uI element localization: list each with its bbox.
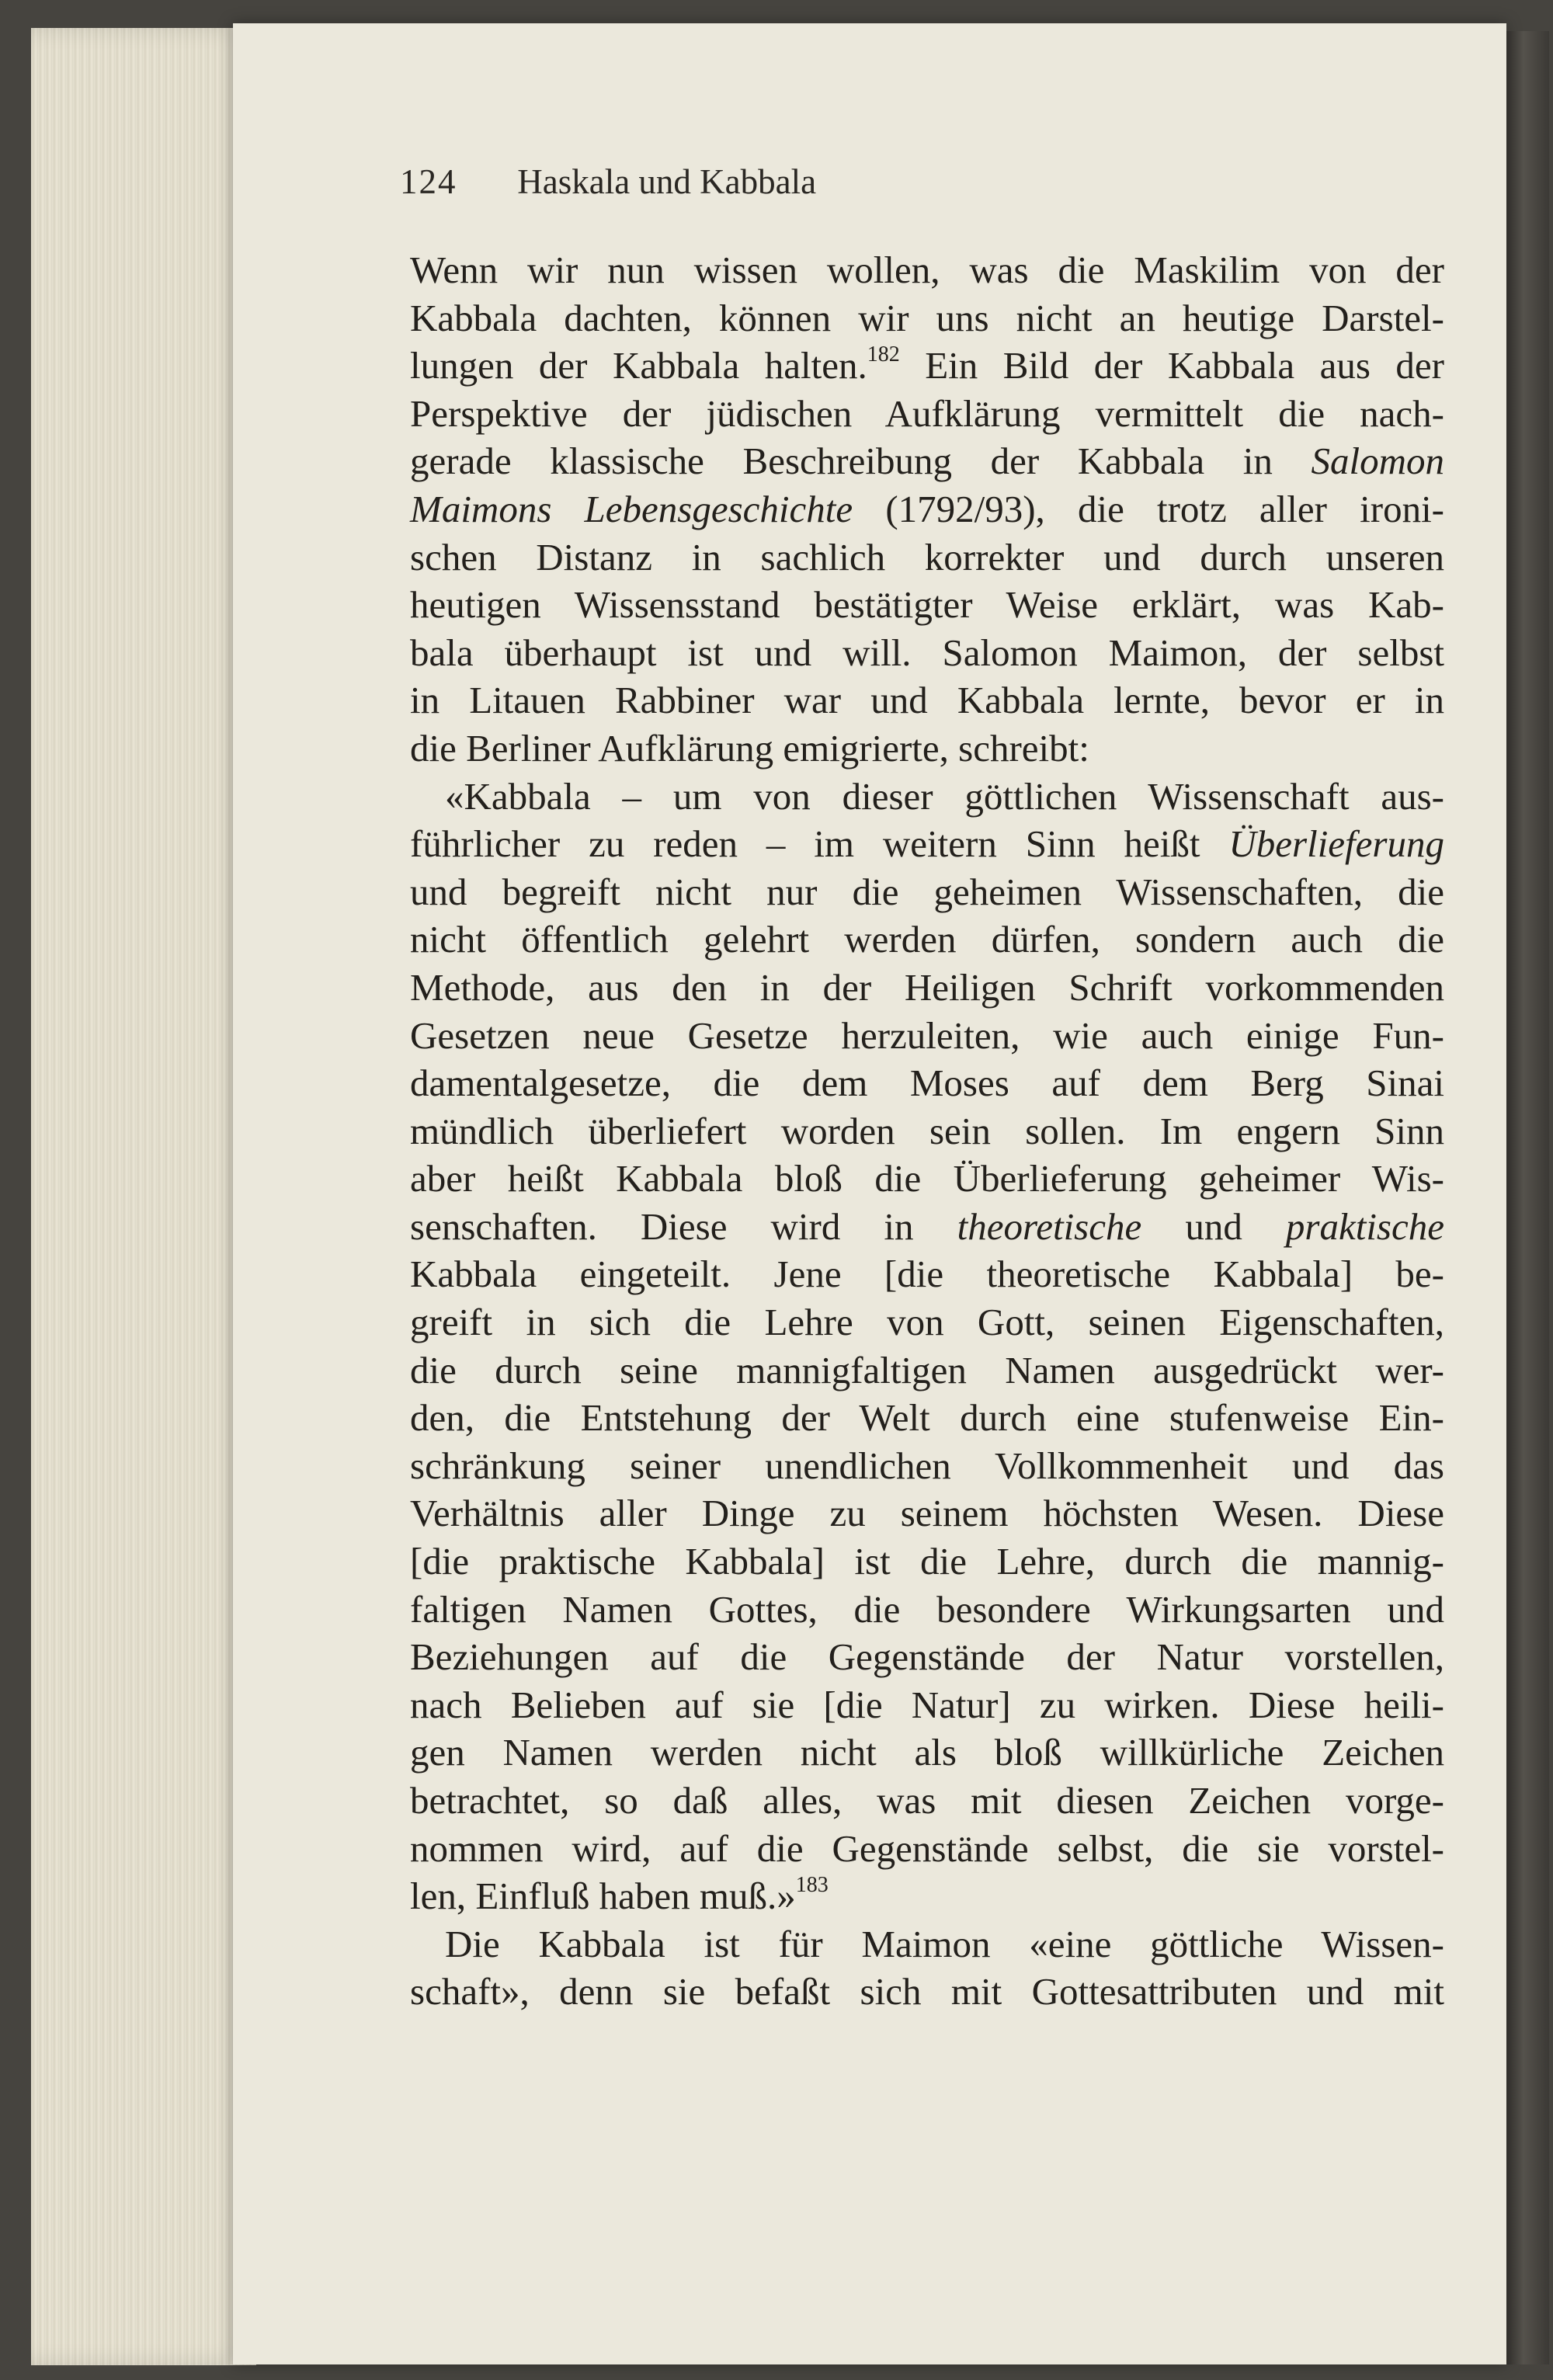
text-line: greift in sich die Lehre von Gott, seinen Eigenschaften, — [410, 1301, 1444, 1344]
text-line: nommen wird, auf die Gegenstände selbst, die sie vorstel- — [410, 1826, 1444, 1870]
text-line: bala überhaupt ist und will. Salomon Maimon, der selbst — [410, 631, 1444, 674]
text-line: die Berliner Aufklärung emigrierte, schreibt: — [410, 726, 1089, 770]
text-line: Perspektive der jüdischen Aufklärung vermittelt die nach- — [410, 391, 1444, 435]
text-line: faltigen Namen Gottes, die besondere Wirkungsarten und — [410, 1587, 1444, 1631]
text-line: aber heißt Kabbala bloß die Überlieferung geheimer Wis- — [410, 1157, 1444, 1200]
text-line: betrachtet, so daß alles, was mit diesen Zeichen vorge- — [410, 1779, 1444, 1822]
text-line: Kabbala dachten, können wir uns nicht an heutige Darstel- — [410, 296, 1444, 339]
text-line: mündlich überliefert worden sein sollen. Im engern Sinn — [410, 1109, 1444, 1152]
running-header — [400, 162, 1487, 202]
text-line: die durch seine mannigfaltigen Namen ausgedrückt wer- — [410, 1348, 1444, 1392]
page-edges — [31, 28, 256, 2365]
text-line: in Litauen Rabbiner war und Kabbala lernte, bevor er in — [410, 679, 1444, 722]
text-line: Methode, aus den in der Heiligen Schrift vorkommenden — [410, 965, 1444, 1009]
text-line: nicht öffentlich gelehrt werden dürfen, sondern auch die — [410, 918, 1444, 961]
text-line: Maimons Lebensgeschichte (1792/93), die trotz aller ironi- — [410, 487, 1444, 530]
text-line: Gesetzen neue Gesetze herzuleiten, wie auch einige Fun- — [410, 1013, 1444, 1057]
text-line: len, Einfluß haben muß.»$^{183}$ — [410, 1873, 829, 1918]
book-cover-edge — [1506, 31, 1549, 2364]
text-line: senschaften. Diese wird in theoretische und praktische — [410, 1204, 1445, 1248]
text-line: Verhältnis aller Dinge zu seinem höchsten Wesen. Diese — [410, 1492, 1444, 1535]
text-line: schen Distanz in sachlich korrekter und durch unseren — [410, 535, 1444, 578]
footnote-ref-182: 182 — [867, 342, 900, 367]
text-line: nach Belieben auf sie [die Natur] zu wirken. Diese heili- — [410, 1683, 1444, 1726]
footnote-ref-183: 183 — [795, 1873, 829, 1898]
text-line: Wenn wir nun wissen wollen, was die Maskilim von der — [410, 248, 1444, 291]
text-line: Beziehungen auf die Gegenstände der Natur vorstellen, — [410, 1635, 1444, 1679]
text-line: Kabbala eingeteilt. Jene [die theoretische Kabbala] be- — [410, 1253, 1444, 1296]
text-line: führlicher zu reden – im weitern Sinn heißt Überlieferung — [410, 822, 1444, 866]
body-text — [410, 246, 1444, 2016]
text-line: und begreift nicht nur die geheimen Wissenschaften, die — [410, 870, 1444, 913]
text-line: lungen der Kabbala halten.$^{182}$ Ein Bild der Kabbala aus der — [410, 342, 1444, 387]
text-line: gen Namen werden nicht als bloß willkürliche Zeichen — [410, 1731, 1444, 1774]
text-line: Die Kabbala ist für Maimon «eine göttliche Wissen- — [445, 1922, 1444, 1965]
text-line: «Kabbala – um von dieser göttlichen Wissenschaft aus- — [445, 774, 1444, 818]
text-line: [die praktische Kabbala] ist die Lehre, durch die mannig- — [410, 1540, 1444, 1583]
text-line: damentalgesetze, die dem Moses auf dem Berg Sinai — [410, 1061, 1444, 1105]
text-line: gerade klassische Beschreibung der Kabbala in Salomon — [410, 440, 1444, 483]
page-number: 124 — [400, 162, 457, 201]
text-line: heutigen Wissensstand bestätigter Weise erklärt, was Kab- — [410, 583, 1444, 627]
text-line: schaft», denn sie befaßt sich mit Gottesattributen und mit — [410, 1970, 1444, 2013]
text-line: den, die Entstehung der Welt durch eine stufenweise Ein- — [410, 1396, 1444, 1440]
text-line: schränkung seiner unendlichen Vollkommenheit und das — [410, 1444, 1444, 1487]
running-title: Haskala und Kabbala — [517, 162, 817, 201]
